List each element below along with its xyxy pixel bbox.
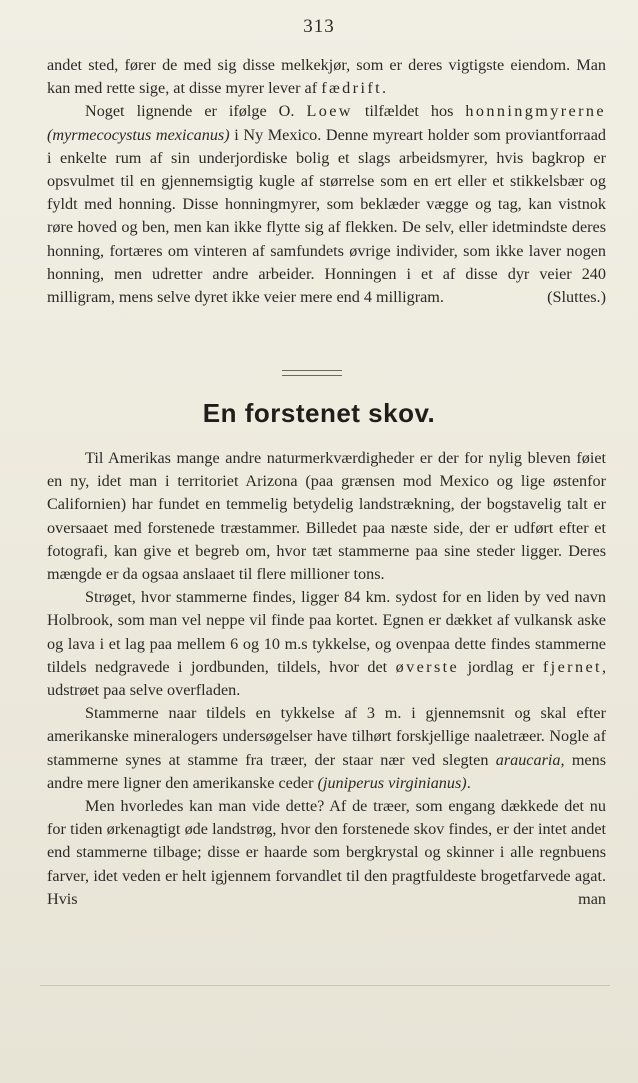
article-title: En forstenet skov. [202,398,436,428]
previous-article-body [47,54,606,309]
paragraph: Til Amerikas mange andre naturmerkværdigheder er der for nylig bleven føiet en ny, idet man i territoriet Arizona (paa grænsen mod Mexico og lige østenfor Californien) har fundet en temmelig betydelig landstrækning, der bogstavelig talt er oversaaet med forstenede træstammer. Billedet paa næste side, der er udført efter et fotografi, kan give et begreb om, hvor tæt stammerne paa sine steder ligger. Deres mængde er da ogsaa anslaaet til flere millioner tons. [47,449,606,584]
paragraph: andet sted, fører de med sig disse melkekjør, som er deres vigtigste eiendom. Man kan med rette sige, at disse myrer lever af fædrift. [47,56,606,98]
continued-note: (Sluttes.) [547,288,606,307]
paragraph: Noget lignende er ifølge O. Loew tilfældet hos honningmyrerne (myrmecocystus mexicanus) i Ny Mexico. Denne myreart holder som proviantforraad i enkelte rum af sin underjordiske bolig et slags arbeidsmyrer, hvis bagkrop er opsvulmet til en gjennemsigtig kugle af størrelse som en ert eller et stikkelsbær og fyldt med honning. Disse honningmyrer, som beklæder vægge og tag, kan vistnok røre hoved og ben, men kan ikke flytte sig af flekken. De selv, eller idetmindste deres honning, fortæres om vinteren af samfundets øvrige individer, som ikke laver nogen honning, men udretter andre arbeider. Honningen i et af disse dyr veier 240 milligram, mens selve dyret ikke veier mere end 4 milligram. (Sluttes.) [47,100,606,309]
paragraph: Stammerne naar tildels en tykkelse af 3 m. i gjennemsnit og skal efter amerikanske mineralogers undersøgelser have tilhørt forskjellige naaletræer. Nogle af stammerne synes at stamme fra træer, der staar nær ved slegten araucaria, mens andre mere ligner den amerikanske ceder (juniperus virginianus). [47,704,606,792]
paragraph: Strøget, hvor stammerne findes, ligger 84 km. sydost for en liden by ved navn Holbrook, som man vel neppe vil finde paa kortet. Egnen er dækket af vulkansk aske og lava i et lag paa mellem 6 og 10 m.s tykkelse, og ovenpaa dette findes stammerne tildels nedgravede i jordbunden, tildels, hvor det øverste jordlag er fjernet, udstrøet paa selve overfladen. [47,588,606,700]
page-number: 313 [303,16,335,37]
section-divider [282,370,342,376]
article-body [47,447,606,934]
paragraph: Men hvorledes kan man vide dette? Af de træer, som engang dækkede det nu for tiden ørkenagtigt øde landstrøg, hvor den forstenede skov findes, er der intet andet end stammerne tilbage; disse er haarde som bergkrystal og skinner i alle regnbuens farver, idet veden er helt igjennem forvandlet til den pragtfuldeste brogetfarvede agat. Hvis man [47,797,606,908]
page-bottom-rule [40,985,610,986]
